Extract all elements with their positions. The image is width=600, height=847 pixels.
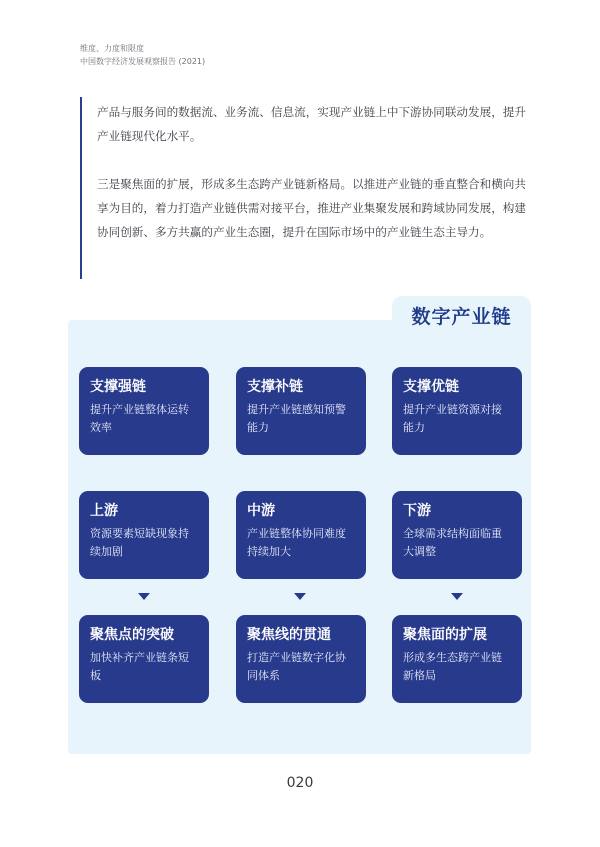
diagram-title: 数字产业链 [411,306,512,328]
card-text: 资源要素短缺现象持续加剧 [90,527,189,558]
card-upstream [79,491,209,579]
header-report-title: 中国数字经济发展观察报告 (2021) [80,57,206,66]
card-surface-expansion [392,615,522,703]
card-title: 聚焦点的突破 [90,627,174,643]
down-arrow-icon [138,593,150,600]
card-title: 支撑补链 [247,379,303,395]
paragraph: 三是聚焦面的扩展，形成多生态跨产业链新格局。以推进产业链的垂直整合和横向共享为目的，着力打造产业链供需对接平台，推进产业集聚发展和跨域协同发展，构建协同创新、多方共赢的产业生态圈，提升在国际市场中的产业链生态主导力。 [97,177,526,239]
card-title: 上游 [90,503,118,519]
card-downstream [392,491,522,579]
down-arrow-icon [451,593,463,600]
page-number: 020 [286,775,314,791]
card-supplement-chain [236,367,366,455]
card-title: 支撑强链 [90,379,146,395]
down-arrow-icon [294,593,306,600]
card-line-connection [236,615,366,703]
card-title: 支撑优链 [403,379,459,395]
quote-bar [80,97,82,279]
body-text [97,100,537,244]
card-text: 形成多生态跨产业链新格局 [403,651,502,682]
card-text: 全球需求结构面临重大调整 [403,527,502,558]
card-text: 产业链整体协同难度持续加大 [247,527,346,558]
card-title: 聚焦线的贯通 [247,627,331,643]
card-optimize-chain [392,367,522,455]
card-text: 加快补齐产业链条短板 [90,651,189,682]
card-strengthen-chain [79,367,209,455]
paragraph: 产品与服务间的数据流、业务流、信息流，实现产业链上中下游协同联动发展，提升产业链现代化水平。 [97,105,526,143]
card-title: 下游 [403,503,431,519]
card-title: 中游 [247,503,275,519]
header-subtitle: 维度、力度和限度 [80,44,144,53]
card-midstream [236,491,366,579]
card-point-breakthrough [79,615,209,703]
card-text: 提升产业链感知预警能力 [247,403,346,434]
card-text: 打造产业链数字化协同体系 [247,651,346,682]
running-header [80,42,205,68]
card-title: 聚焦面的扩展 [403,627,487,643]
card-text: 提升产业链资源对接能力 [403,403,502,434]
card-text: 提升产业链整体运转效率 [90,403,189,434]
